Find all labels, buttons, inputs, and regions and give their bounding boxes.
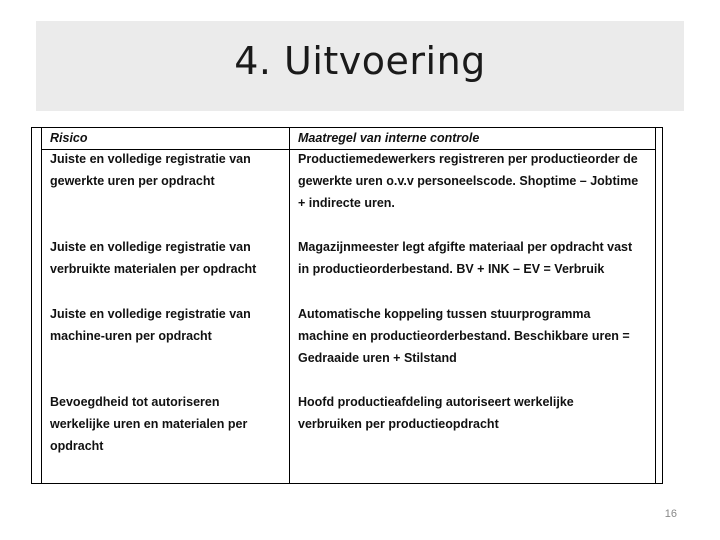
cell-line: werkelijke uren en materialen per	[50, 417, 248, 431]
cell-line: Bevoegdheid tot autoriseren	[50, 395, 220, 409]
table-row-2-measure	[298, 236, 632, 280]
page-number: 16	[664, 508, 677, 520]
header-maatregel: Maatregel van interne controle	[298, 131, 480, 145]
table-row-3-risk	[50, 303, 251, 347]
cell-line: Hoofd productieafdeling autoriseert werkelijke	[298, 395, 574, 409]
table-row-4-measure	[298, 391, 574, 435]
table-row-1-risk	[50, 148, 251, 192]
cell-line: in productieorderbestand. BV + INK – EV = Verbruik	[298, 262, 605, 276]
cell-line: verbruikte materialen per opdracht	[50, 262, 257, 276]
table-row-3-measure	[298, 303, 630, 369]
title-bar	[36, 21, 684, 111]
slide-title: 4. Uitvoering	[234, 39, 486, 83]
cell-line: Productiemedewerkers registreren per productieorder de	[298, 152, 638, 166]
cell-line: gewerkte uren per opdracht	[50, 174, 215, 188]
cell-line: + indirecte uren.	[298, 196, 395, 210]
cell-line: verbruiken per productieopdracht	[298, 417, 499, 431]
cell-line: Juiste en volledige registratie van	[50, 152, 251, 166]
table-row-2-risk	[50, 236, 256, 280]
cell-line: opdracht	[50, 439, 104, 453]
cell-line: Juiste en volledige registratie van	[50, 240, 251, 254]
cell-line: machine-uren per opdracht	[50, 329, 212, 343]
cell-line: Gedraaide uren + Stilstand	[298, 351, 457, 365]
table-row-4-risk	[50, 391, 247, 457]
header-risico: Risico	[50, 131, 88, 145]
cell-line: Automatische koppeling tussen stuurprogramma	[298, 307, 591, 321]
table-inner-left-border	[41, 127, 42, 484]
cell-line: Magazijnmeester legt afgifte materiaal per opdracht vast	[298, 240, 633, 254]
table-inner-right-border	[655, 127, 656, 484]
table-column-divider	[289, 127, 290, 484]
cell-line: gewerkte uren o.v.v personeelscode. Shoptime – Jobtime	[298, 174, 639, 188]
cell-line: Juiste en volledige registratie van	[50, 307, 251, 321]
cell-line: machine en productieorderbestand. Beschikbare uren =	[298, 329, 630, 343]
table-row-1-measure	[298, 148, 638, 214]
